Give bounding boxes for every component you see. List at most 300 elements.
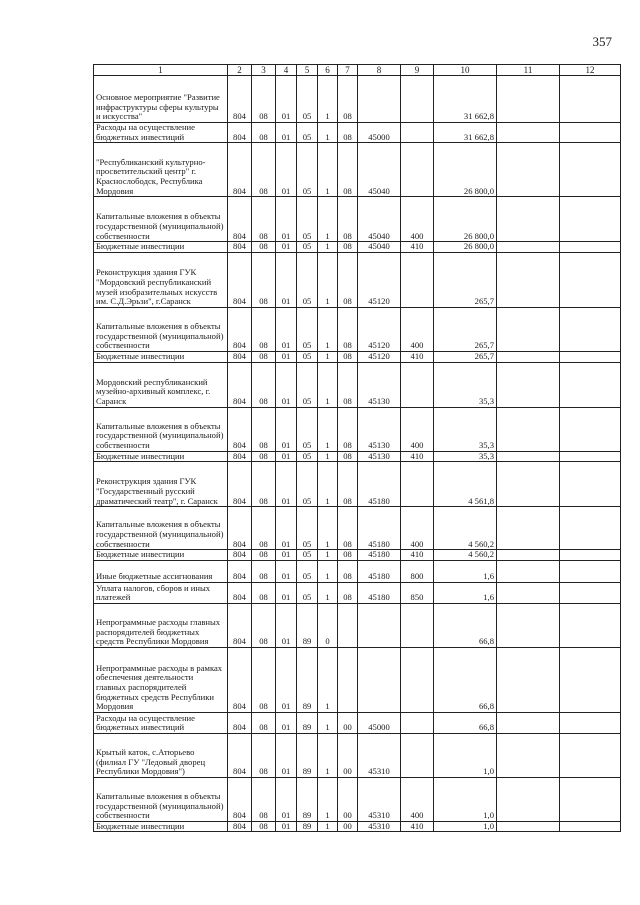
code-section: 08 (252, 582, 276, 603)
column-11 (497, 197, 560, 242)
code-section: 08 (252, 777, 276, 821)
row-description: Капитальные вложения в объекты государственной (муниципальной) собственности (94, 307, 228, 351)
code-subprogram: 1 (318, 252, 338, 307)
table-row (94, 560, 621, 582)
code-direction: 45120 (358, 351, 401, 362)
code-ministry: 804 (228, 733, 252, 777)
code-subprogram: 1 (318, 197, 338, 242)
code-event: 08 (338, 123, 358, 143)
code-expense-type: 400 (401, 507, 434, 550)
code-subsection: 01 (276, 550, 297, 561)
column-11 (497, 451, 560, 462)
table-row (94, 821, 621, 832)
code-event: 08 (338, 462, 358, 507)
code-subprogram: 1 (318, 143, 338, 197)
code-ministry: 804 (228, 777, 252, 821)
amount: 35,3 (434, 362, 497, 407)
code-subprogram: 1 (318, 351, 338, 362)
code-section: 08 (252, 407, 276, 451)
code-program: 05 (297, 582, 318, 603)
code-program: 05 (297, 123, 318, 143)
amount: 66,8 (434, 647, 497, 712)
code-subsection: 01 (276, 733, 297, 777)
code-program: 05 (297, 560, 318, 582)
code-expense-type: 410 (401, 821, 434, 832)
code-direction: 45040 (358, 197, 401, 242)
code-subsection: 01 (276, 407, 297, 451)
code-program: 05 (297, 197, 318, 242)
code-event (338, 647, 358, 712)
table-row (94, 582, 621, 603)
header-cell: 12 (560, 65, 621, 76)
amount: 1,0 (434, 821, 497, 832)
code-section: 08 (252, 76, 276, 123)
code-ministry: 804 (228, 143, 252, 197)
amount: 265,7 (434, 351, 497, 362)
code-program: 05 (297, 242, 318, 253)
code-program: 05 (297, 462, 318, 507)
table-row (94, 462, 621, 507)
code-program: 05 (297, 507, 318, 550)
code-subsection: 01 (276, 123, 297, 143)
budget-table (93, 64, 621, 832)
code-event (338, 603, 358, 647)
code-event: 08 (338, 143, 358, 197)
amount: 35,3 (434, 407, 497, 451)
code-direction: 45310 (358, 821, 401, 832)
row-description: Непрограммные расходы в рамках обеспечения деятельности главных распорядителей бюджетных средств Республики Мордовия (94, 647, 228, 712)
amount: 4 561,8 (434, 462, 497, 507)
code-direction: 45120 (358, 252, 401, 307)
code-direction: 45310 (358, 733, 401, 777)
column-11 (497, 407, 560, 451)
code-subprogram: 1 (318, 550, 338, 561)
code-ministry: 804 (228, 197, 252, 242)
code-ministry: 804 (228, 821, 252, 832)
row-description: Капитальные вложения в объекты государственной (муниципальной) собственности (94, 507, 228, 550)
row-description: Капитальные вложения в объекты государственной (муниципальной) собственности (94, 197, 228, 242)
code-expense-type: 400 (401, 777, 434, 821)
code-ministry: 804 (228, 712, 252, 733)
table-row (94, 252, 621, 307)
row-description: Бюджетные инвестиции (94, 821, 228, 832)
header-cell: 11 (497, 65, 560, 76)
code-program: 05 (297, 362, 318, 407)
column-12 (560, 123, 621, 143)
column-12 (560, 712, 621, 733)
code-direction: 45130 (358, 407, 401, 451)
column-12 (560, 76, 621, 123)
code-subsection: 01 (276, 197, 297, 242)
code-section: 08 (252, 550, 276, 561)
code-expense-type (401, 76, 434, 123)
amount: 26 800,0 (434, 143, 497, 197)
code-subsection: 01 (276, 76, 297, 123)
code-expense-type: 410 (401, 242, 434, 253)
table-row (94, 76, 621, 123)
code-direction: 45180 (358, 582, 401, 603)
code-direction: 45040 (358, 242, 401, 253)
amount: 31 662,8 (434, 123, 497, 143)
code-subsection: 01 (276, 362, 297, 407)
code-section: 08 (252, 143, 276, 197)
code-program: 05 (297, 307, 318, 351)
row-description: Бюджетные инвестиции (94, 242, 228, 253)
code-subsection: 01 (276, 712, 297, 733)
header-row (94, 65, 621, 76)
table-row (94, 143, 621, 197)
code-subprogram: 1 (318, 362, 338, 407)
table-row (94, 242, 621, 253)
table-row (94, 407, 621, 451)
table-row (94, 123, 621, 143)
code-program: 05 (297, 143, 318, 197)
column-12 (560, 307, 621, 351)
column-11 (497, 777, 560, 821)
code-section: 08 (252, 307, 276, 351)
code-direction: 45180 (358, 560, 401, 582)
column-11 (497, 603, 560, 647)
code-event: 00 (338, 821, 358, 832)
table-row (94, 507, 621, 550)
code-program: 05 (297, 550, 318, 561)
row-description: Непрограммные расходы главных распорядителей бюджетных средств Республики Мордовия (94, 603, 228, 647)
table-body (94, 76, 621, 832)
code-subprogram: 1 (318, 307, 338, 351)
row-description: Расходы на осуществление бюджетных инвестиций (94, 123, 228, 143)
code-expense-type: 400 (401, 197, 434, 242)
code-section: 08 (252, 507, 276, 550)
code-subprogram: 1 (318, 462, 338, 507)
code-subprogram: 1 (318, 76, 338, 123)
table-row (94, 197, 621, 242)
code-ministry: 804 (228, 560, 252, 582)
table-row (94, 550, 621, 561)
code-subprogram: 1 (318, 821, 338, 832)
row-description: Бюджетные инвестиции (94, 451, 228, 462)
code-expense-type (401, 362, 434, 407)
code-subprogram: 1 (318, 407, 338, 451)
code-program: 05 (297, 407, 318, 451)
column-12 (560, 507, 621, 550)
amount: 1,6 (434, 582, 497, 603)
code-ministry: 804 (228, 582, 252, 603)
table-row (94, 777, 621, 821)
row-description: Реконструкция здания ГУК "Мордовский республиканский музей изобразительных искусств им. С.Д.Эрьзи", г.Саранск (94, 252, 228, 307)
code-ministry: 804 (228, 76, 252, 123)
amount: 35,3 (434, 451, 497, 462)
code-section: 08 (252, 560, 276, 582)
code-direction: 45130 (358, 362, 401, 407)
code-subsection: 01 (276, 451, 297, 462)
code-ministry: 804 (228, 647, 252, 712)
column-12 (560, 252, 621, 307)
code-program: 89 (297, 712, 318, 733)
code-program: 05 (297, 351, 318, 362)
column-11 (497, 76, 560, 123)
header-cell: 8 (358, 65, 401, 76)
code-section: 08 (252, 252, 276, 307)
code-direction: 45000 (358, 712, 401, 733)
code-subprogram: 1 (318, 242, 338, 253)
column-12 (560, 407, 621, 451)
code-section: 08 (252, 603, 276, 647)
table-row (94, 647, 621, 712)
code-ministry: 804 (228, 242, 252, 253)
code-event: 08 (338, 582, 358, 603)
column-12 (560, 351, 621, 362)
code-direction: 45130 (358, 451, 401, 462)
amount: 265,7 (434, 252, 497, 307)
code-direction: 45000 (358, 123, 401, 143)
row-description: Бюджетные инвестиции (94, 351, 228, 362)
header-cell: 6 (318, 65, 338, 76)
code-section: 08 (252, 647, 276, 712)
code-ministry: 804 (228, 603, 252, 647)
table-row (94, 451, 621, 462)
header-cell: 4 (276, 65, 297, 76)
code-ministry: 804 (228, 407, 252, 451)
code-program: 05 (297, 252, 318, 307)
row-description: Иные бюджетные ассигнования (94, 560, 228, 582)
code-ministry: 804 (228, 252, 252, 307)
table-header (94, 65, 621, 76)
code-ministry: 804 (228, 550, 252, 561)
column-12 (560, 242, 621, 253)
code-expense-type: 400 (401, 307, 434, 351)
code-event: 08 (338, 252, 358, 307)
code-direction: 45040 (358, 143, 401, 197)
row-description: Уплата налогов, сборов и иных платежей (94, 582, 228, 603)
column-12 (560, 550, 621, 561)
code-expense-type: 400 (401, 407, 434, 451)
column-11 (497, 242, 560, 253)
amount: 4 560,2 (434, 507, 497, 550)
code-section: 08 (252, 123, 276, 143)
code-program: 89 (297, 821, 318, 832)
code-expense-type (401, 603, 434, 647)
row-description: Капитальные вложения в объекты государственной (муниципальной) собственности (94, 777, 228, 821)
code-section: 08 (252, 451, 276, 462)
code-subprogram: 1 (318, 560, 338, 582)
code-event: 00 (338, 777, 358, 821)
amount: 26 800,0 (434, 197, 497, 242)
code-event: 08 (338, 307, 358, 351)
column-12 (560, 582, 621, 603)
code-event: 00 (338, 712, 358, 733)
amount: 66,8 (434, 603, 497, 647)
column-12 (560, 647, 621, 712)
header-cell: 2 (228, 65, 252, 76)
code-expense-type (401, 462, 434, 507)
page-number: 357 (592, 34, 612, 49)
amount: 1,6 (434, 560, 497, 582)
table-row (94, 307, 621, 351)
code-subprogram: 1 (318, 507, 338, 550)
code-ministry: 804 (228, 123, 252, 143)
column-11 (497, 647, 560, 712)
code-subsection: 01 (276, 307, 297, 351)
code-direction: 45180 (358, 550, 401, 561)
code-expense-type (401, 123, 434, 143)
code-ministry: 804 (228, 451, 252, 462)
code-section: 08 (252, 351, 276, 362)
code-ministry: 804 (228, 307, 252, 351)
column-11 (497, 821, 560, 832)
code-subprogram: 1 (318, 733, 338, 777)
code-event: 08 (338, 76, 358, 123)
column-11 (497, 507, 560, 550)
code-section: 08 (252, 197, 276, 242)
code-direction: 45310 (358, 777, 401, 821)
code-subprogram: 1 (318, 712, 338, 733)
code-expense-type: 410 (401, 451, 434, 462)
column-12 (560, 362, 621, 407)
code-event: 08 (338, 197, 358, 242)
code-expense-type (401, 143, 434, 197)
row-description: Крытый каток, с.Атюрьево (филиал ГУ "Ледовый дворец Республики Мордовия") (94, 733, 228, 777)
code-event: 08 (338, 507, 358, 550)
table-row (94, 712, 621, 733)
code-program: 89 (297, 733, 318, 777)
code-subsection: 01 (276, 242, 297, 253)
code-subprogram: 1 (318, 777, 338, 821)
code-event: 00 (338, 733, 358, 777)
code-event: 08 (338, 407, 358, 451)
table-row (94, 351, 621, 362)
code-expense-type: 410 (401, 550, 434, 561)
code-section: 08 (252, 712, 276, 733)
column-12 (560, 197, 621, 242)
code-expense-type: 800 (401, 560, 434, 582)
code-expense-type (401, 252, 434, 307)
code-expense-type (401, 647, 434, 712)
row-description: Бюджетные инвестиции (94, 550, 228, 561)
code-expense-type (401, 733, 434, 777)
code-direction (358, 647, 401, 712)
code-subprogram: 1 (318, 582, 338, 603)
amount: 1,0 (434, 733, 497, 777)
column-11 (497, 462, 560, 507)
code-event: 08 (338, 351, 358, 362)
code-direction: 45180 (358, 507, 401, 550)
code-section: 08 (252, 733, 276, 777)
row-description: Реконструкция здания ГУК "Государственный русский драматический театр", г. Саранск (94, 462, 228, 507)
column-12 (560, 462, 621, 507)
amount: 31 662,8 (434, 76, 497, 123)
code-event: 08 (338, 242, 358, 253)
row-description: "Республиканский культурно-просветительский центр" г. Краснослободск, Республика Мордовия (94, 143, 228, 197)
column-12 (560, 821, 621, 832)
column-11 (497, 560, 560, 582)
code-event: 08 (338, 550, 358, 561)
header-cell: 3 (252, 65, 276, 76)
column-12 (560, 733, 621, 777)
column-11 (497, 351, 560, 362)
code-subsection: 01 (276, 821, 297, 832)
amount: 1,0 (434, 777, 497, 821)
table-row (94, 733, 621, 777)
column-12 (560, 560, 621, 582)
code-ministry: 804 (228, 507, 252, 550)
code-subsection: 01 (276, 351, 297, 362)
code-section: 08 (252, 821, 276, 832)
header-cell: 1 (94, 65, 228, 76)
code-subsection: 01 (276, 560, 297, 582)
code-section: 08 (252, 242, 276, 253)
header-cell: 7 (338, 65, 358, 76)
row-description: Мордовский республиканский музейно-архивный комплекс, г. Саранск (94, 362, 228, 407)
column-11 (497, 252, 560, 307)
code-subprogram: 1 (318, 123, 338, 143)
code-subsection: 01 (276, 507, 297, 550)
code-subprogram: 1 (318, 647, 338, 712)
row-description: Расходы на осуществление бюджетных инвестиций (94, 712, 228, 733)
column-12 (560, 143, 621, 197)
code-subprogram: 0 (318, 603, 338, 647)
amount: 66,8 (434, 712, 497, 733)
code-expense-type: 850 (401, 582, 434, 603)
code-ministry: 804 (228, 362, 252, 407)
amount: 26 800,0 (434, 242, 497, 253)
amount: 4 560,2 (434, 550, 497, 561)
row-description: Капитальные вложения в объекты государственной (муниципальной) собственности (94, 407, 228, 451)
code-program: 89 (297, 603, 318, 647)
code-program: 89 (297, 777, 318, 821)
code-subsection: 01 (276, 582, 297, 603)
header-cell: 9 (401, 65, 434, 76)
column-11 (497, 550, 560, 561)
column-12 (560, 451, 621, 462)
code-program: 89 (297, 647, 318, 712)
code-ministry: 804 (228, 462, 252, 507)
code-event: 08 (338, 560, 358, 582)
code-direction: 45120 (358, 307, 401, 351)
header-cell: 10 (434, 65, 497, 76)
row-description: Основное мероприятие "Развитие инфраструктуры сферы культуры и искусства" (94, 76, 228, 123)
column-12 (560, 603, 621, 647)
header-cell: 5 (297, 65, 318, 76)
amount: 265,7 (434, 307, 497, 351)
table-row (94, 603, 621, 647)
column-11 (497, 712, 560, 733)
column-11 (497, 143, 560, 197)
code-subprogram: 1 (318, 451, 338, 462)
code-expense-type: 410 (401, 351, 434, 362)
code-direction: 45180 (358, 462, 401, 507)
column-11 (497, 733, 560, 777)
code-subsection: 01 (276, 462, 297, 507)
code-subsection: 01 (276, 603, 297, 647)
code-program: 05 (297, 451, 318, 462)
column-12 (560, 777, 621, 821)
code-expense-type (401, 712, 434, 733)
code-subsection: 01 (276, 777, 297, 821)
code-subsection: 01 (276, 647, 297, 712)
code-subsection: 01 (276, 143, 297, 197)
table-row (94, 362, 621, 407)
column-11 (497, 307, 560, 351)
column-11 (497, 123, 560, 143)
code-direction (358, 76, 401, 123)
code-section: 08 (252, 462, 276, 507)
code-subsection: 01 (276, 252, 297, 307)
code-program: 05 (297, 76, 318, 123)
code-event: 08 (338, 451, 358, 462)
code-direction (358, 603, 401, 647)
column-11 (497, 582, 560, 603)
column-11 (497, 362, 560, 407)
